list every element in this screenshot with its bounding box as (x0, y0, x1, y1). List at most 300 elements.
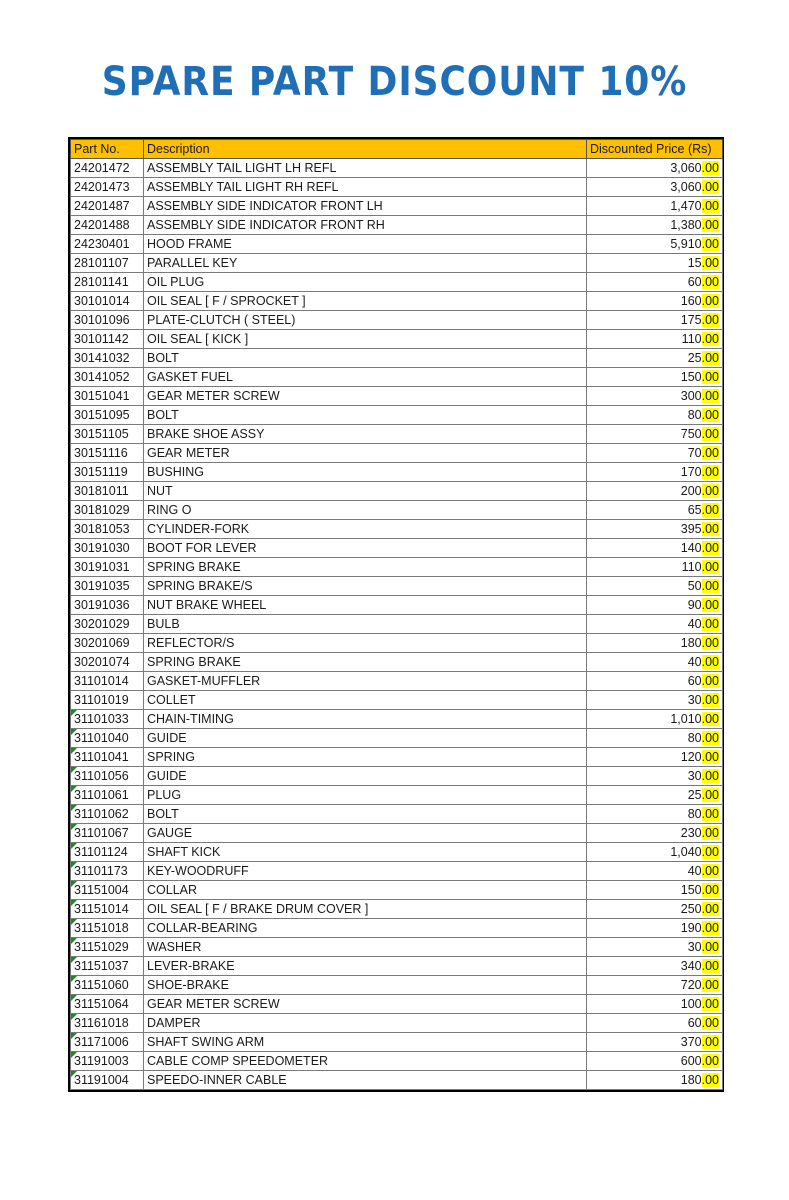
price-integer: 3,060 (670, 161, 702, 175)
price-integer: 1,010 (670, 712, 702, 726)
table-row (71, 748, 723, 767)
table-row (71, 615, 723, 634)
price-cell (587, 672, 723, 691)
price-integer: 110 (681, 332, 702, 346)
price-decimal: .00 (701, 997, 719, 1011)
table-header-row (71, 140, 723, 159)
price-decimal: .00 (701, 427, 719, 441)
price-integer: 65 (687, 503, 702, 517)
price-integer: 1,040 (670, 845, 702, 859)
price-integer: 15 (687, 256, 702, 270)
price-integer: 25 (687, 788, 702, 802)
part-number-cell: 24230401 (71, 235, 144, 254)
price-cell (587, 976, 723, 995)
price-cell (587, 995, 723, 1014)
column-header-description: Description (144, 140, 587, 159)
price-cell (587, 159, 723, 178)
part-number-cell: 30151116 (71, 444, 144, 463)
table-row (71, 1014, 723, 1033)
description-cell: RING O (144, 501, 587, 520)
price-decimal: .00 (701, 389, 719, 403)
description-cell: COLLAR-BEARING (144, 919, 587, 938)
table-row (71, 197, 723, 216)
table-row (71, 1033, 723, 1052)
table-row (71, 368, 723, 387)
part-number-cell: 31101124 (71, 843, 144, 862)
price-integer: 180 (680, 636, 702, 650)
table-row (71, 824, 723, 843)
table-row (71, 292, 723, 311)
price-decimal: .00 (701, 237, 719, 251)
price-integer: 340 (680, 959, 702, 973)
price-decimal: .00 (701, 408, 719, 422)
column-header-part-no: Part No. (71, 140, 144, 159)
part-number-cell: 30201069 (71, 634, 144, 653)
description-cell: ASSEMBLY SIDE INDICATOR FRONT LH (144, 197, 587, 216)
price-integer: 720 (680, 978, 702, 992)
price-decimal: .00 (701, 256, 719, 270)
price-decimal: .00 (701, 655, 719, 669)
part-number-cell: 30151119 (71, 463, 144, 482)
price-cell (587, 463, 723, 482)
description-cell: BRAKE SHOE ASSY (144, 425, 587, 444)
part-number-cell: 31101019 (71, 691, 144, 710)
description-cell: OIL SEAL [ F / BRAKE DRUM COVER ] (144, 900, 587, 919)
price-integer: 3,060 (670, 180, 702, 194)
price-decimal: .00 (701, 503, 719, 517)
part-number-cell: 31101061 (71, 786, 144, 805)
price-integer: 1,380 (670, 218, 702, 232)
price-integer: 190 (680, 921, 702, 935)
price-decimal: .00 (701, 807, 719, 821)
price-integer: 370 (680, 1035, 702, 1049)
part-number-cell: 31101056 (71, 767, 144, 786)
price-cell (587, 710, 723, 729)
price-cell (587, 235, 723, 254)
price-cell (587, 425, 723, 444)
part-number-cell: 30101096 (71, 311, 144, 330)
price-decimal: .00 (701, 636, 719, 650)
table-row (71, 482, 723, 501)
price-integer: 250 (680, 902, 702, 916)
part-number-cell: 24201472 (71, 159, 144, 178)
price-cell (587, 1052, 723, 1071)
description-cell: ASSEMBLY TAIL LIGHT LH REFL (144, 159, 587, 178)
price-decimal: .00 (701, 1054, 719, 1068)
price-decimal: .00 (701, 1035, 719, 1049)
part-number-cell: 24201473 (71, 178, 144, 197)
price-integer: 150 (680, 883, 702, 897)
part-number-cell: 31101033 (71, 710, 144, 729)
table-row (71, 672, 723, 691)
price-integer: 230 (680, 826, 702, 840)
description-cell: SPRING BRAKE (144, 653, 587, 672)
table-row (71, 634, 723, 653)
part-number-cell: 31101067 (71, 824, 144, 843)
price-decimal: .00 (701, 959, 719, 973)
price-integer: 70 (687, 446, 702, 460)
description-cell: NUT (144, 482, 587, 501)
price-cell (587, 634, 723, 653)
price-integer: 80 (687, 408, 702, 422)
description-cell: SPRING (144, 748, 587, 767)
price-decimal: .00 (701, 693, 719, 707)
price-integer: 30 (687, 940, 702, 954)
price-cell (587, 216, 723, 235)
price-decimal: .00 (701, 788, 719, 802)
price-decimal: .00 (701, 845, 719, 859)
part-number-cell: 31171006 (71, 1033, 144, 1052)
price-decimal: .00 (701, 218, 719, 232)
table-row (71, 425, 723, 444)
price-cell (587, 254, 723, 273)
price-integer: 200 (680, 484, 702, 498)
price-decimal: .00 (701, 560, 719, 574)
price-decimal: .00 (701, 522, 719, 536)
description-cell: DAMPER (144, 1014, 587, 1033)
price-decimal: .00 (701, 579, 719, 593)
price-decimal: .00 (701, 199, 719, 213)
part-number-cell: 31151004 (71, 881, 144, 900)
price-integer: 120 (680, 750, 702, 764)
table-row (71, 178, 723, 197)
table-row (71, 976, 723, 995)
price-decimal: .00 (701, 1073, 719, 1087)
description-cell: GEAR METER SCREW (144, 387, 587, 406)
description-cell: SHAFT KICK (144, 843, 587, 862)
price-integer: 30 (687, 693, 702, 707)
price-cell (587, 767, 723, 786)
table-row (71, 444, 723, 463)
price-decimal: .00 (701, 465, 719, 479)
price-integer: 180 (680, 1073, 702, 1087)
table-row (71, 539, 723, 558)
table-row (71, 843, 723, 862)
price-cell (587, 197, 723, 216)
part-number-cell: 31191003 (71, 1052, 144, 1071)
part-number-cell: 31151037 (71, 957, 144, 976)
price-decimal: .00 (701, 883, 719, 897)
price-decimal: .00 (701, 978, 719, 992)
table-row (71, 235, 723, 254)
price-cell (587, 881, 723, 900)
part-number-cell: 30151041 (71, 387, 144, 406)
price-decimal: .00 (701, 332, 719, 346)
description-cell: GAUGE (144, 824, 587, 843)
table-row (71, 957, 723, 976)
table-row (71, 938, 723, 957)
table-row (71, 159, 723, 178)
price-integer: 40 (687, 864, 702, 878)
price-decimal: .00 (701, 275, 719, 289)
price-cell (587, 292, 723, 311)
table-row (71, 1071, 723, 1090)
price-decimal: .00 (701, 484, 719, 498)
price-integer: 80 (687, 731, 702, 745)
description-cell: ASSEMBLY SIDE INDICATOR FRONT RH (144, 216, 587, 235)
price-decimal: .00 (701, 826, 719, 840)
price-cell (587, 349, 723, 368)
part-number-cell: 30201074 (71, 653, 144, 672)
price-cell (587, 862, 723, 881)
price-decimal: .00 (701, 446, 719, 460)
table-row (71, 862, 723, 881)
price-decimal: .00 (701, 541, 719, 555)
part-number-cell: 30191030 (71, 539, 144, 558)
table-row (71, 577, 723, 596)
part-number-cell: 31161018 (71, 1014, 144, 1033)
part-number-cell: 31151014 (71, 900, 144, 919)
price-cell (587, 501, 723, 520)
table-row (71, 501, 723, 520)
part-number-cell: 30141032 (71, 349, 144, 368)
table-row (71, 330, 723, 349)
price-cell (587, 387, 723, 406)
price-cell (587, 938, 723, 957)
price-decimal: .00 (701, 313, 719, 327)
price-decimal: .00 (701, 294, 719, 308)
description-cell: GEAR METER (144, 444, 587, 463)
description-cell: WASHER (144, 938, 587, 957)
description-cell: GASKET-MUFFLER (144, 672, 587, 691)
price-table-container (68, 137, 724, 1092)
description-cell: SHOE-BRAKE (144, 976, 587, 995)
part-number-cell: 30141052 (71, 368, 144, 387)
table-row (71, 710, 723, 729)
description-cell: BOOT FOR LEVER (144, 539, 587, 558)
table-row (71, 273, 723, 292)
price-decimal: .00 (701, 674, 719, 688)
part-number-cell: 31101014 (71, 672, 144, 691)
price-integer: 100 (680, 997, 702, 1011)
table-row (71, 311, 723, 330)
description-cell: OIL PLUG (144, 273, 587, 292)
page-title: SPARE PART DISCOUNT 10% (101, 59, 688, 105)
description-cell: COLLET (144, 691, 587, 710)
price-decimal: .00 (701, 180, 719, 194)
price-cell (587, 577, 723, 596)
price-decimal: .00 (701, 617, 719, 631)
price-cell (587, 330, 723, 349)
description-cell: GUIDE (144, 729, 587, 748)
price-cell (587, 805, 723, 824)
description-cell: PLATE-CLUTCH ( STEEL) (144, 311, 587, 330)
price-cell (587, 444, 723, 463)
price-integer: 60 (687, 275, 702, 289)
part-number-cell: 31151060 (71, 976, 144, 995)
part-number-cell: 30181053 (71, 520, 144, 539)
part-number-cell: 30151095 (71, 406, 144, 425)
price-integer: 600 (680, 1054, 702, 1068)
description-cell: KEY-WOODRUFF (144, 862, 587, 881)
price-cell (587, 729, 723, 748)
part-number-cell: 31151064 (71, 995, 144, 1014)
part-number-cell: 30191031 (71, 558, 144, 577)
price-integer: 40 (687, 617, 702, 631)
description-cell: CABLE COMP SPEEDOMETER (144, 1052, 587, 1071)
description-cell: CYLINDER-FORK (144, 520, 587, 539)
description-cell: OIL SEAL [ KICK ] (144, 330, 587, 349)
description-cell: REFLECTOR/S (144, 634, 587, 653)
price-integer: 150 (680, 370, 702, 384)
price-integer: 395 (680, 522, 702, 536)
description-cell: NUT BRAKE WHEEL (144, 596, 587, 615)
part-number-cell: 30101014 (71, 292, 144, 311)
price-integer: 110 (681, 560, 702, 574)
table-row (71, 786, 723, 805)
table-row (71, 919, 723, 938)
price-integer: 160 (680, 294, 702, 308)
price-decimal: .00 (701, 769, 719, 783)
part-number-cell: 30181029 (71, 501, 144, 520)
part-number-cell: 24201488 (71, 216, 144, 235)
price-integer: 30 (687, 769, 702, 783)
price-cell (587, 520, 723, 539)
description-cell: BUSHING (144, 463, 587, 482)
part-number-cell: 28101107 (71, 254, 144, 273)
price-cell (587, 368, 723, 387)
part-number-cell: 30201029 (71, 615, 144, 634)
description-cell: GEAR METER SCREW (144, 995, 587, 1014)
price-decimal: .00 (701, 731, 719, 745)
price-cell (587, 1071, 723, 1090)
table-row (71, 558, 723, 577)
price-integer: 1,470 (670, 199, 702, 213)
description-cell: HOOD FRAME (144, 235, 587, 254)
description-cell: GASKET FUEL (144, 368, 587, 387)
price-cell (587, 596, 723, 615)
price-decimal: .00 (701, 864, 719, 878)
part-number-cell: 31101062 (71, 805, 144, 824)
table-row (71, 463, 723, 482)
description-cell: PLUG (144, 786, 587, 805)
part-number-cell: 30101142 (71, 330, 144, 349)
price-decimal: .00 (701, 750, 719, 764)
description-cell: PARALLEL KEY (144, 254, 587, 273)
price-cell (587, 615, 723, 634)
part-number-cell: 31191004 (71, 1071, 144, 1090)
description-cell: OIL SEAL [ F / SPROCKET ] (144, 292, 587, 311)
price-integer: 40 (687, 655, 702, 669)
price-decimal: .00 (701, 161, 719, 175)
price-decimal: .00 (701, 598, 719, 612)
price-decimal: .00 (701, 940, 719, 954)
price-cell (587, 539, 723, 558)
price-integer: 170 (680, 465, 702, 479)
table-row (71, 349, 723, 368)
price-cell (587, 824, 723, 843)
description-cell: LEVER-BRAKE (144, 957, 587, 976)
table-row (71, 254, 723, 273)
description-cell: GUIDE (144, 767, 587, 786)
price-integer: 140 (680, 541, 702, 555)
price-decimal: .00 (701, 921, 719, 935)
part-number-cell: 30151105 (71, 425, 144, 444)
price-cell (587, 653, 723, 672)
table-row (71, 691, 723, 710)
column-header-discounted-price: Discounted Price (Rs) (587, 140, 723, 159)
price-cell (587, 1033, 723, 1052)
part-number-cell: 28101141 (71, 273, 144, 292)
price-integer: 90 (687, 598, 702, 612)
price-cell (587, 482, 723, 501)
price-integer: 60 (687, 674, 702, 688)
table-row (71, 995, 723, 1014)
price-cell (587, 900, 723, 919)
price-integer: 175 (680, 313, 702, 327)
table-row (71, 881, 723, 900)
price-cell (587, 957, 723, 976)
description-cell: SHAFT SWING ARM (144, 1033, 587, 1052)
price-cell (587, 311, 723, 330)
description-cell: CHAIN-TIMING (144, 710, 587, 729)
part-number-cell: 31151029 (71, 938, 144, 957)
price-integer: 80 (687, 807, 702, 821)
price-cell (587, 178, 723, 197)
price-integer: 300 (680, 389, 702, 403)
price-cell (587, 843, 723, 862)
table-row (71, 216, 723, 235)
price-decimal: .00 (701, 712, 719, 726)
part-number-cell: 24201487 (71, 197, 144, 216)
description-cell: COLLAR (144, 881, 587, 900)
part-number-cell: 31101173 (71, 862, 144, 881)
price-table (70, 139, 723, 1090)
price-cell (587, 406, 723, 425)
table-body (71, 159, 723, 1090)
price-integer: 60 (687, 1016, 702, 1030)
description-cell: BOLT (144, 805, 587, 824)
description-cell: BOLT (144, 349, 587, 368)
price-decimal: .00 (701, 902, 719, 916)
price-cell (587, 1014, 723, 1033)
description-cell: SPRING BRAKE/S (144, 577, 587, 596)
price-integer: 5,910 (670, 237, 702, 251)
price-cell (587, 558, 723, 577)
part-number-cell: 31151018 (71, 919, 144, 938)
description-cell: SPRING BRAKE (144, 558, 587, 577)
table-row (71, 596, 723, 615)
price-integer: 25 (687, 351, 702, 365)
table-row (71, 900, 723, 919)
table-row (71, 805, 723, 824)
price-cell (587, 273, 723, 292)
part-number-cell: 30181011 (71, 482, 144, 501)
part-number-cell: 30191036 (71, 596, 144, 615)
table-row (71, 387, 723, 406)
table-row (71, 729, 723, 748)
part-number-cell: 30191035 (71, 577, 144, 596)
price-cell (587, 748, 723, 767)
price-integer: 50 (687, 579, 702, 593)
table-row (71, 653, 723, 672)
description-cell: SPEEDO-INNER CABLE (144, 1071, 587, 1090)
table-row (71, 520, 723, 539)
price-integer: 750 (680, 427, 702, 441)
price-cell (587, 919, 723, 938)
price-decimal: .00 (701, 370, 719, 384)
description-cell: BOLT (144, 406, 587, 425)
price-cell (587, 691, 723, 710)
description-cell: ASSEMBLY TAIL LIGHT RH REFL (144, 178, 587, 197)
price-decimal: .00 (701, 1016, 719, 1030)
part-number-cell: 31101041 (71, 748, 144, 767)
table-row (71, 767, 723, 786)
table-row (71, 406, 723, 425)
price-decimal: .00 (701, 351, 719, 365)
table-row (71, 1052, 723, 1071)
description-cell: BULB (144, 615, 587, 634)
